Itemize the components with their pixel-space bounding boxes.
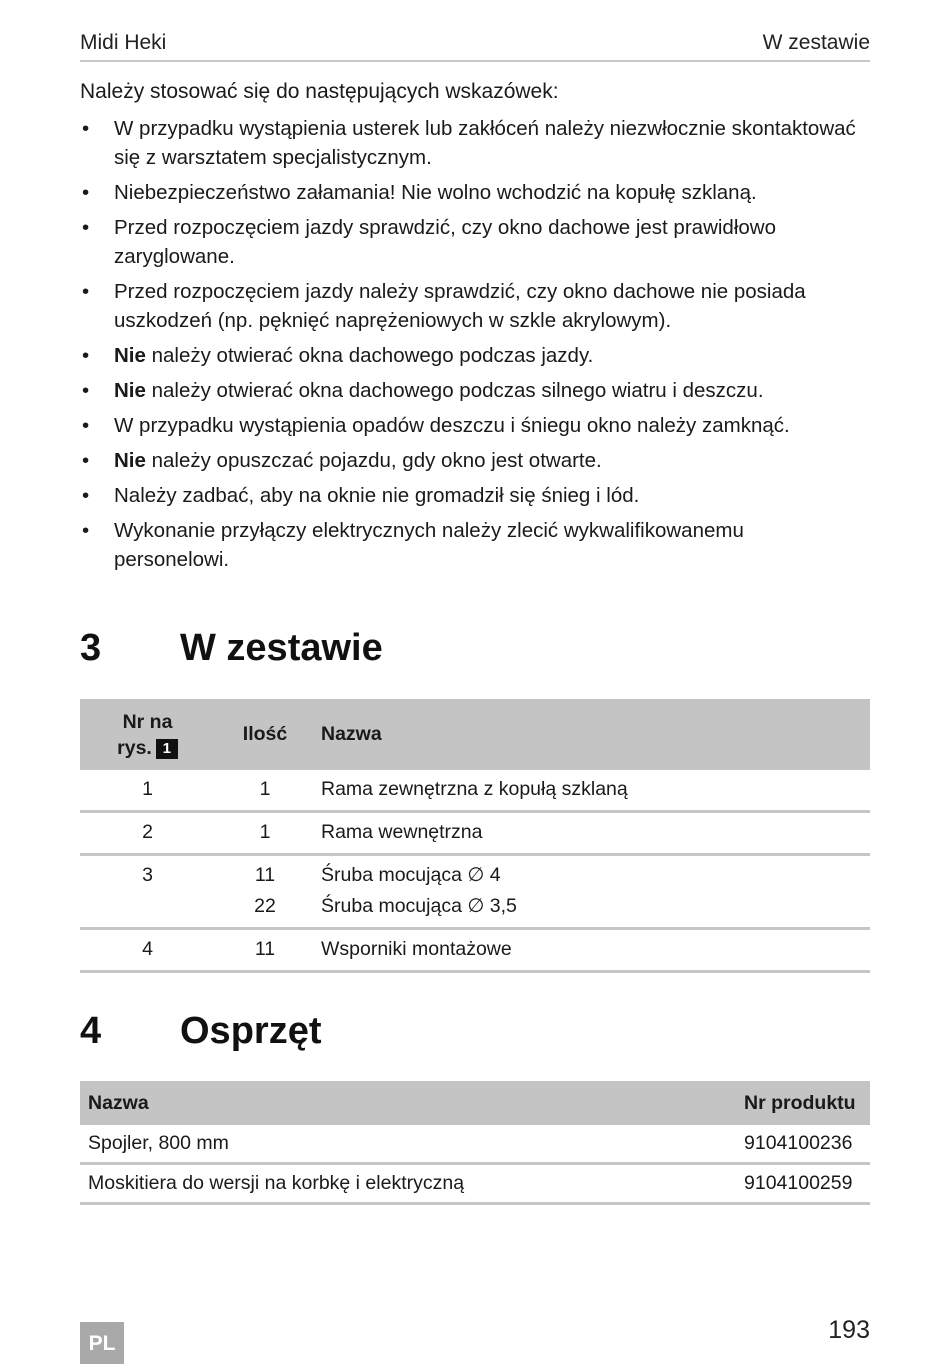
section-number: 4 — [80, 1010, 102, 1052]
bullet-icon: • — [82, 449, 90, 472]
cell-fig-number — [80, 855, 215, 929]
page-header — [80, 30, 870, 62]
header-quantity: Ilość — [215, 699, 315, 770]
list-item — [80, 178, 860, 207]
list-item-text: W przypadku wystąpienia opadów deszczu i śniegu okno należy zamknąć. — [114, 414, 790, 437]
list-item-text: Należy zadbać, aby na oknie nie gromadził się śnieg i lód. — [114, 484, 640, 507]
cell-text: 4 — [142, 938, 153, 960]
emphasis: Nie — [114, 379, 146, 402]
bullet-icon: • — [82, 519, 90, 542]
cell-quantity — [215, 812, 315, 855]
page-number: 193 — [828, 1316, 870, 1344]
cell-text: 11 — [254, 864, 276, 886]
cell-product-number: 9104100259 — [736, 1164, 870, 1204]
list-item — [80, 481, 860, 510]
list-item — [80, 411, 860, 440]
safety-list — [80, 114, 860, 580]
table-header-row — [80, 1081, 870, 1125]
cell-quantity — [215, 770, 315, 812]
language-badge: PL — [80, 1322, 124, 1364]
list-item — [80, 277, 860, 335]
cell-text: Śruba mocująca ∅ 4 — [321, 864, 501, 886]
cell-name: Moskitiera do wersji na korbkę i elektryczną — [80, 1164, 736, 1204]
cell-text: 11 — [254, 938, 276, 960]
bullet-icon: • — [82, 280, 90, 303]
bullet-icon: • — [82, 414, 90, 437]
table-header-row — [80, 699, 870, 770]
cell-text: Wsporniki montażowe — [321, 938, 512, 960]
bullet-icon: • — [82, 484, 90, 507]
list-item — [80, 446, 860, 475]
cell-name — [315, 770, 870, 812]
table-row — [80, 1164, 870, 1204]
cell-text: Śruba mocująca ∅ 3,5 — [321, 895, 517, 917]
cell-text: 3 — [142, 864, 153, 886]
list-item — [80, 341, 860, 370]
table-row — [80, 929, 870, 972]
section-title: Osprzęt — [180, 1010, 322, 1052]
intro-text: Należy stosować się do następujących wskazówek: — [80, 80, 559, 103]
bullet-icon: • — [82, 117, 90, 140]
emphasis: Nie — [114, 344, 146, 367]
header-product-number: Nr produktu — [736, 1081, 870, 1125]
list-item — [80, 376, 860, 405]
table-row — [80, 812, 870, 855]
cell-text: 1 — [142, 778, 153, 800]
cell-fig-number — [80, 812, 215, 855]
section-title: W zestawie — [180, 627, 383, 669]
cell-product-number: 9104100236 — [736, 1125, 870, 1164]
header-name: Nazwa — [315, 699, 870, 770]
cell-text: 2 — [142, 821, 153, 843]
cell-text: 1 — [259, 821, 271, 843]
list-item — [80, 516, 860, 574]
cell-name — [315, 929, 870, 972]
table-row — [80, 1125, 870, 1164]
header-fig-line2: rys. — [117, 736, 152, 759]
table-row — [80, 770, 870, 812]
bullet-icon: • — [82, 379, 90, 402]
cell-name — [315, 812, 870, 855]
list-item-text: Przed rozpoczęciem jazdy należy sprawdzić, czy okno dachowe nie posiada uszkodzeń (np. pęknięć naprężeniowych w szkle akrylowym). — [114, 280, 806, 332]
header-fig-number — [80, 699, 215, 770]
list-item-text: należy otwierać okna dachowego podczas jazdy. — [145, 344, 594, 367]
cell-text: 1 — [259, 778, 271, 800]
section-number: 3 — [80, 627, 102, 669]
cell-quantity — [215, 855, 315, 929]
cell-quantity — [215, 929, 315, 972]
cell-text: 22 — [254, 895, 276, 917]
accessories-table — [80, 1081, 870, 1205]
contents-table — [80, 699, 870, 973]
header-name: Nazwa — [80, 1081, 736, 1125]
header-section-name: W zestawie — [762, 31, 870, 54]
bullet-icon: • — [82, 181, 90, 204]
figure-reference-badge: 1 — [156, 739, 178, 759]
list-item-text: należy opuszczać pojazdu, gdy okno jest otwarte. — [145, 449, 602, 472]
cell-name — [315, 855, 870, 929]
cell-text: Rama zewnętrzna z kopułą szklaną — [321, 778, 628, 800]
cell-fig-number — [80, 770, 215, 812]
cell-text: Rama wewnętrzna — [321, 821, 483, 843]
header-product-name: Midi Heki — [80, 31, 167, 54]
list-item — [80, 213, 860, 271]
bullet-icon: • — [82, 344, 90, 367]
list-item — [80, 114, 860, 172]
cell-fig-number — [80, 929, 215, 972]
bullet-icon: • — [82, 216, 90, 239]
emphasis: Nie — [114, 449, 146, 472]
list-item-text: należy otwierać okna dachowego podczas silnego wiatru i deszczu. — [145, 379, 764, 402]
cell-name: Spojler, 800 mm — [80, 1125, 736, 1164]
list-item-text: W przypadku wystąpienia usterek lub zakłóceń należy niezwłocznie skontaktować się z warsztatem specjalistycznym. — [114, 117, 856, 169]
table-row — [80, 855, 870, 929]
list-item-text: Niebezpieczeństwo załamania! Nie wolno wchodzić na kopułę szklaną. — [114, 181, 757, 204]
list-item-text: Wykonanie przyłączy elektrycznych należy zlecić wykwalifikowanemu personelowi. — [114, 519, 744, 571]
list-item-text: Przed rozpoczęciem jazdy sprawdzić, czy okno dachowe jest prawidłowo zaryglowane. — [114, 216, 776, 268]
header-fig-line1: Nr na — [122, 710, 173, 733]
